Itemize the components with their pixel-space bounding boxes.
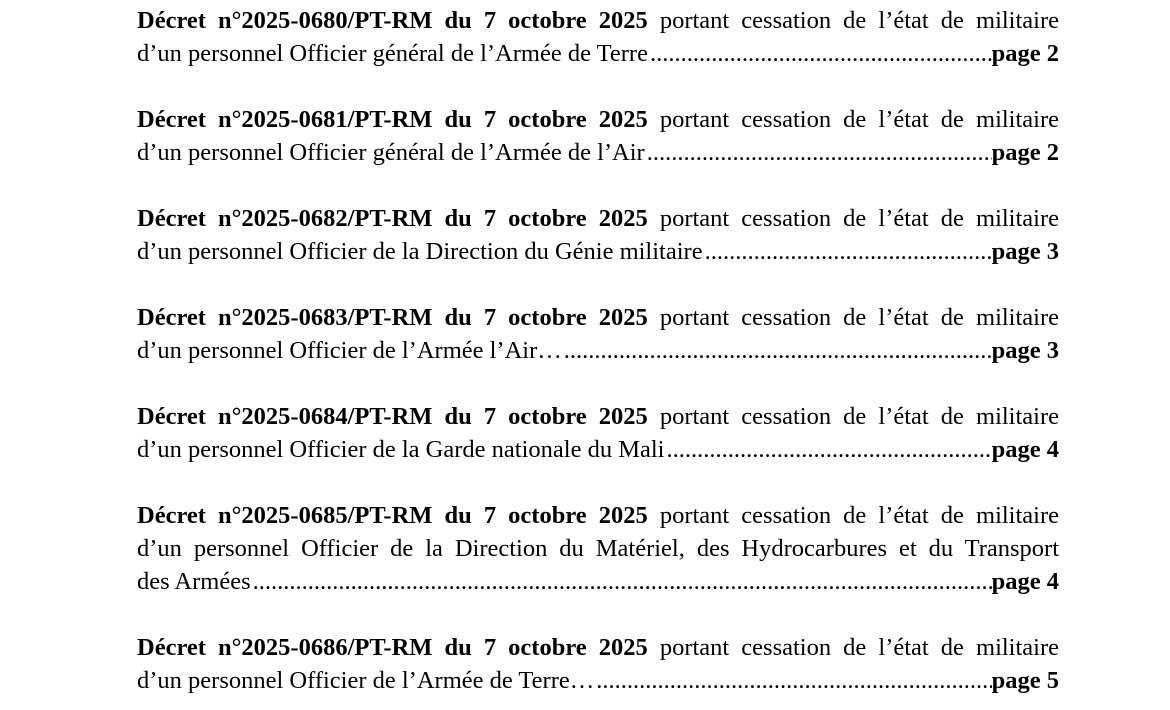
decree-reference: Décret n°2025-0685/PT-RM du 7 octobre 2025: [137, 502, 648, 529]
toc-entry[interactable]: [137, 103, 1059, 169]
decree-reference: Décret n°2025-0682/PT-RM du 7 octobre 2025: [137, 205, 648, 232]
decree-subject-end: d’un personnel Officier général de l’Armée de l’Air: [137, 139, 645, 166]
toc-entry-last-line: [137, 664, 1059, 697]
dot-leader: [564, 334, 992, 367]
page-reference[interactable]: page 4: [991, 436, 1059, 463]
decree-reference: Décret n°2025-0686/PT-RM du 7 octobre 2025: [137, 634, 648, 661]
toc-entry-first-line: [137, 4, 1059, 37]
dot-leader: [253, 565, 992, 598]
toc-entry-first-line: [137, 499, 1059, 532]
decree-subject: portant cessation de l’état de militaire: [659, 106, 1060, 133]
decree-subject: portant cessation de l’état de militaire: [659, 403, 1060, 430]
toc-entry[interactable]: [137, 4, 1059, 70]
toc-entry-first-line: [137, 103, 1059, 136]
decree-subject: portant cessation de l’état de militaire: [659, 304, 1060, 331]
toc-entry-last-line: [137, 433, 1059, 466]
toc-entry[interactable]: [137, 202, 1059, 268]
decree-subject-end: d’un personnel Officier de l’Armée de Terre…: [137, 667, 595, 694]
toc-entry-last-line: [137, 136, 1059, 169]
dot-leader: [596, 664, 991, 697]
toc-entry-last-line: [137, 334, 1059, 367]
toc-entry[interactable]: [137, 499, 1059, 598]
toc-entry[interactable]: [137, 301, 1059, 367]
decree-subject: portant cessation de l’état de militaire: [659, 634, 1060, 661]
toc-entry[interactable]: [137, 400, 1059, 466]
decree-reference: Décret n°2025-0684/PT-RM du 7 octobre 2025: [137, 403, 648, 430]
page-reference[interactable]: page 3: [991, 238, 1059, 265]
decree-subject-end: d’un personnel Officier de la Direction du Génie militaire: [137, 238, 703, 265]
dot-leader: [650, 37, 992, 70]
toc-entry-first-line: [137, 301, 1059, 334]
page-reference[interactable]: page 2: [991, 139, 1059, 166]
toc-entry-first-line: [137, 202, 1059, 235]
page-reference[interactable]: page 3: [991, 337, 1059, 364]
decree-subject-end: d’un personnel Officier de la Garde nationale du Mali: [137, 436, 665, 463]
decree-reference: Décret n°2025-0680/PT-RM du 7 octobre 2025: [137, 7, 648, 34]
page-reference[interactable]: page 2: [991, 40, 1059, 67]
decree-table-of-contents: [137, 4, 1059, 697]
page-reference[interactable]: page 5: [991, 667, 1059, 694]
decree-subject: portant cessation de l’état de militaire: [659, 7, 1060, 34]
decree-subject: portant cessation de l’état de militaire: [659, 502, 1060, 529]
decree-subject-end: d’un personnel Officier de l’Armée l’Air…: [137, 337, 562, 364]
toc-entry-middle-line: d’un personnel Officier de la Direction du Matériel, des Hydrocarbures et du Transport: [137, 535, 1059, 562]
decree-subject: portant cessation de l’état de militaire: [659, 205, 1060, 232]
dot-leader: [647, 136, 992, 169]
toc-entry-last-line: [137, 235, 1059, 268]
decree-subject-end: d’un personnel Officier général de l’Armée de Terre: [137, 40, 648, 67]
toc-entry-first-line: [137, 631, 1059, 664]
toc-entry-last-line: [137, 37, 1059, 70]
dot-leader: [705, 235, 992, 268]
toc-entry-first-line: [137, 400, 1059, 433]
page-reference[interactable]: page 4: [991, 568, 1059, 595]
decree-subject-end: des Armées: [137, 568, 251, 595]
decree-reference: Décret n°2025-0683/PT-RM du 7 octobre 2025: [137, 304, 648, 331]
toc-entry[interactable]: [137, 631, 1059, 697]
decree-reference: Décret n°2025-0681/PT-RM du 7 octobre 2025: [137, 106, 648, 133]
dot-leader: [666, 433, 991, 466]
toc-entry-last-line: [137, 565, 1059, 598]
